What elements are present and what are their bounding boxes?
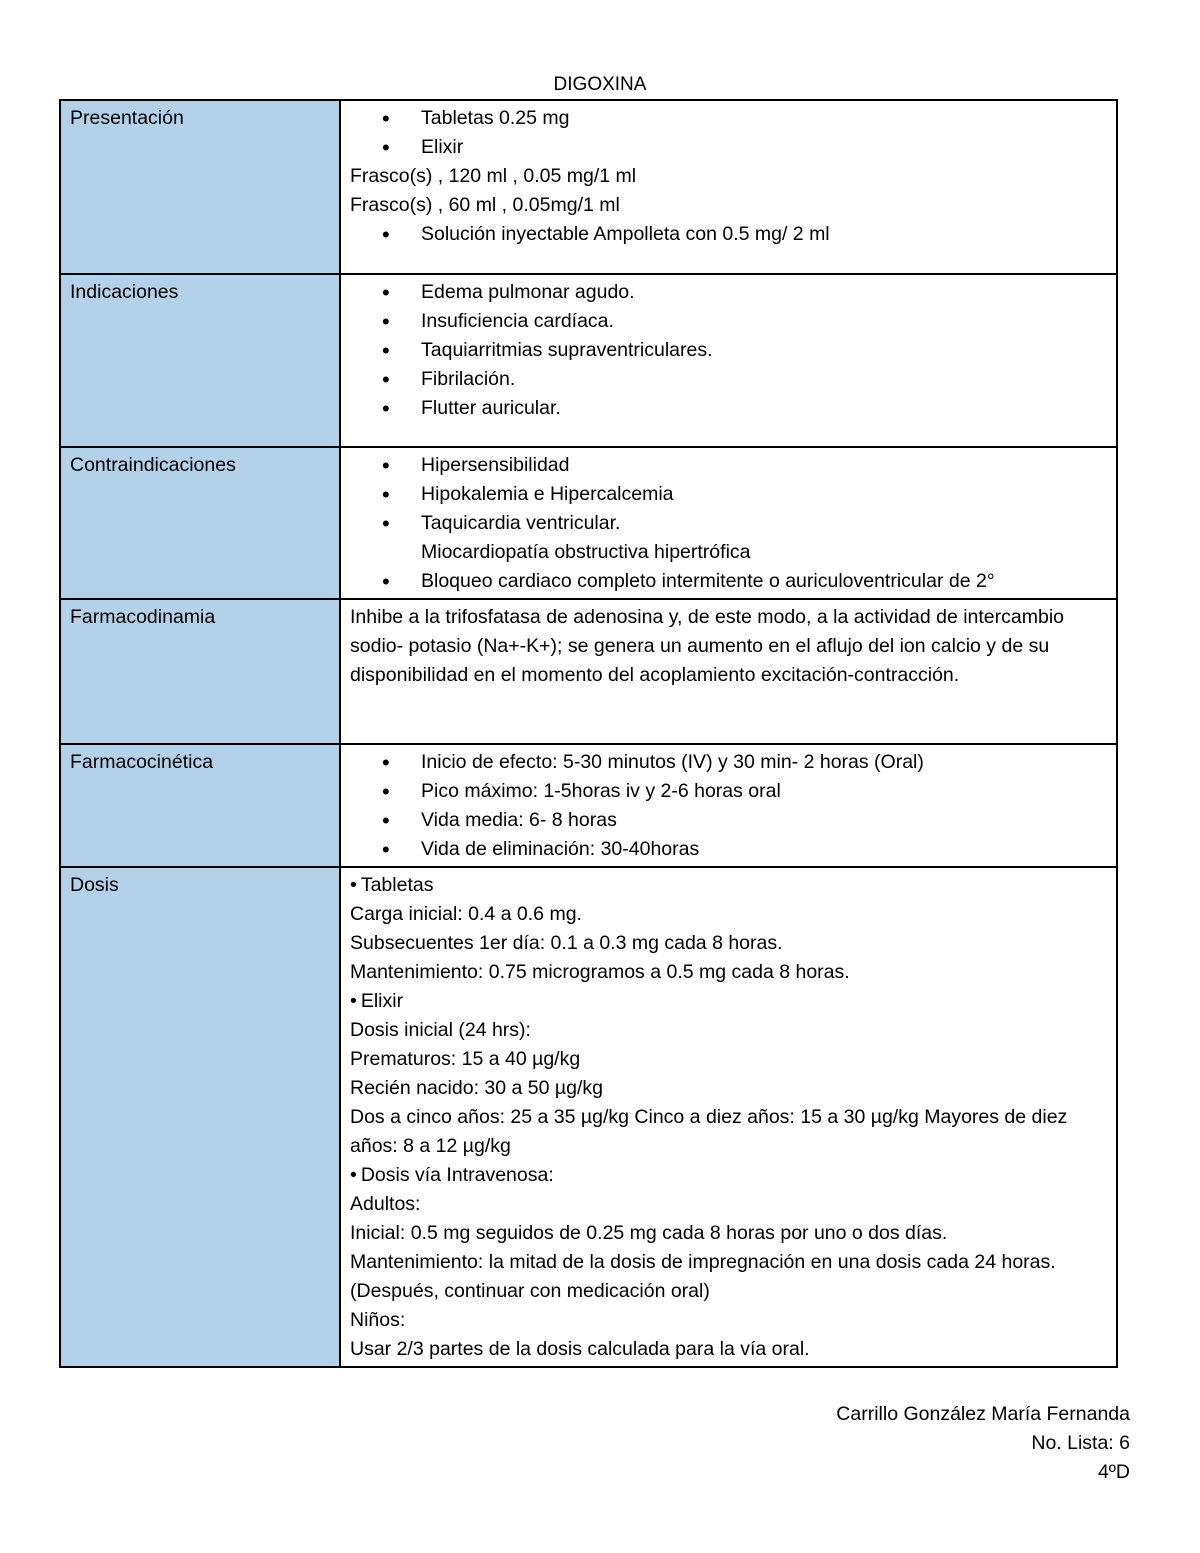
list-item: • Hipokalemia e Hipercalcemia <box>350 480 1107 509</box>
text-line: Niños: <box>350 1309 406 1331</box>
bullet-icon: • <box>350 1164 357 1186</box>
author-name: Carrillo González María Fernanda <box>836 1403 1130 1425</box>
text-line: Recién nacido: 30 a 50 µg/kg <box>350 1077 603 1099</box>
text-line: Frasco(s) , 120 ml , 0.05 mg/1 ml <box>350 165 637 187</box>
content-contraindicaciones <box>340 447 1117 599</box>
list-item: • Fibrilación. <box>350 365 1107 394</box>
list-item: • Elixir <box>350 133 1107 162</box>
group-label: 4ºD <box>1097 1461 1130 1483</box>
dosis-tabletas-heading: • Tabletas <box>350 874 434 896</box>
text-line: Usar 2/3 partes de la dosis calculada para la vía oral. <box>350 1338 810 1360</box>
text-line: Dos a cinco años: 25 a 35 µg/kg Cinco a diez años: 15 a 30 µg/kg Mayores de diez años: 8 a 12 µg/kg <box>350 1106 1068 1157</box>
text-line: Adultos: <box>350 1193 421 1215</box>
list-number: No. Lista: 6 <box>1031 1432 1130 1454</box>
list-item: • Taquicardia ventricular. <box>350 509 1107 538</box>
content-dosis <box>340 867 1117 1367</box>
list-item: • Edema pulmonar agudo. <box>350 278 1107 307</box>
list-item: • Taquiarritmias supraventriculares. <box>350 336 1107 365</box>
text-line: Inicial: 0.5 mg seguidos de 0.25 mg cada 8 horas por uno o dos días. <box>350 1222 948 1244</box>
list-item: • Pico máximo: 1-5horas iv y 2-6 horas oral <box>350 777 1107 806</box>
dosis-iv-heading: • Dosis vía Intravenosa: <box>350 1164 554 1186</box>
content-presentacion <box>340 100 1117 274</box>
label-dosis: Dosis <box>60 867 340 1367</box>
row-farmacodinamia <box>60 599 1117 744</box>
label-farmacocinetica: Farmacocinética <box>60 744 340 867</box>
text-line: Carga inicial: 0.4 a 0.6 mg. <box>350 903 582 925</box>
content-indicaciones <box>340 274 1117 447</box>
bullet-icon: • <box>350 874 357 896</box>
text-line: Mantenimiento: la mitad de la dosis de impregnación en una dosis cada 24 horas. <box>350 1251 1056 1273</box>
list-item: • Flutter auricular. <box>350 394 1107 423</box>
content-farmacodinamia <box>340 599 1117 744</box>
text-line: Miocardiopatía obstructiva hipertrófica <box>421 541 751 563</box>
list-item: • Insuficiencia cardíaca. <box>350 307 1107 336</box>
dosis-elixir-heading: • Elixir <box>350 990 404 1012</box>
label-presentacion: Presentación <box>60 100 340 274</box>
row-dosis <box>60 867 1117 1367</box>
paragraph: Inhibe a la trifosfatasa de adenosina y, de este modo, a la actividad de intercambio sodio- potasio (Na+-K+); se genera un aumento en el aflujo del ion calcio y de su disponibilidad en el momento del acoplamiento excitación-contracción. <box>350 606 1064 686</box>
list-item: • Solución inyectable Ampolleta con 0.5 mg/ 2 ml <box>350 220 1107 249</box>
text-line: Dosis inicial (24 hrs): <box>350 1019 531 1041</box>
row-presentacion <box>60 100 1117 274</box>
page-title: DIGOXINA <box>553 74 647 95</box>
list-item: • Vida media: 6- 8 horas <box>350 806 1107 835</box>
drug-info-table <box>59 99 1118 1368</box>
label-contraindicaciones: Contraindicaciones <box>60 447 340 599</box>
text-line: Frasco(s) , 60 ml , 0.05mg/1 ml <box>350 194 620 216</box>
text-line: Prematuros: 15 a 40 µg/kg <box>350 1048 581 1070</box>
list-item: • Bloqueo cardiaco completo intermitente o auriculoventricular de 2° <box>350 567 1107 596</box>
signature-block <box>836 1400 1130 1487</box>
row-farmacocinetica <box>60 744 1117 867</box>
bullet-icon: • <box>350 990 357 1012</box>
text-line: Subsecuentes 1er día: 0.1 a 0.3 mg cada 8 horas. <box>350 932 783 954</box>
label-farmacodinamia: Farmacodinamia <box>60 599 340 744</box>
text-line: Mantenimiento: 0.75 microgramos a 0.5 mg cada 8 horas. <box>350 961 850 983</box>
content-farmacocinetica <box>340 744 1117 867</box>
list-item: • Vida de eliminación: 30-40horas <box>350 835 1107 864</box>
list-item: • Inicio de efecto: 5-30 minutos (IV) y 30 min- 2 horas (Oral) <box>350 748 1107 777</box>
list-item: • Tabletas 0.25 mg <box>350 104 1107 133</box>
label-indicaciones: Indicaciones <box>60 274 340 447</box>
row-contraindicaciones <box>60 447 1117 599</box>
text-line: (Después, continuar con medicación oral) <box>350 1280 710 1302</box>
list-item: • Hipersensibilidad <box>350 451 1107 480</box>
row-indicaciones <box>60 274 1117 447</box>
